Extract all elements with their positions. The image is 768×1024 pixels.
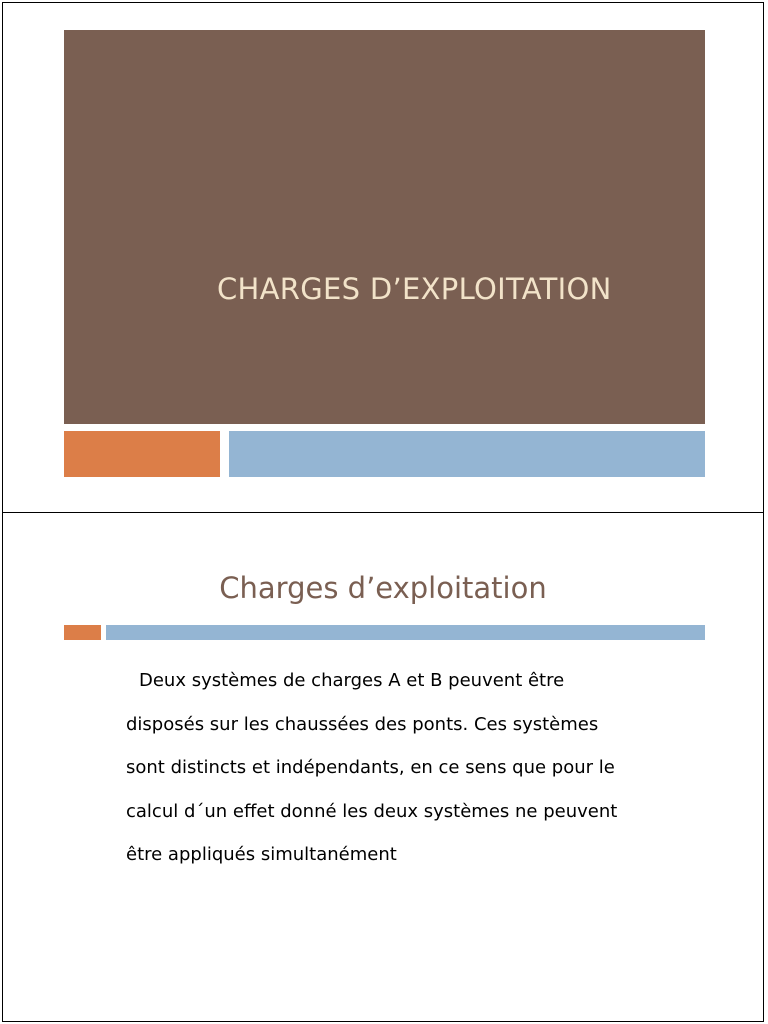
accent-bar-blue [229,431,705,477]
slide-title [2,2,764,513]
body-line: Deux systèmes de charges A et B peuvent être [139,670,565,691]
heading-bar-orange [64,625,101,640]
slide-heading: Charges d’exploitation [219,571,547,605]
slide-title-text: CHARGES D’EXPLOITATION [217,272,612,306]
title-block [64,30,705,424]
accent-bar-orange [64,431,220,477]
body-line: calcul d´un effet donné les deux systèmes ne peuvent [126,800,618,822]
body-line: disposés sur les chaussées des ponts. Ces systèmes [126,713,599,735]
body-line: sont distincts et indépendants, en ce sens que pour le [126,757,615,779]
body-line: être appliqués simultanément [126,844,397,866]
heading-bar-blue [106,625,705,640]
slide-content [2,512,764,1022]
body-paragraph [126,659,706,877]
